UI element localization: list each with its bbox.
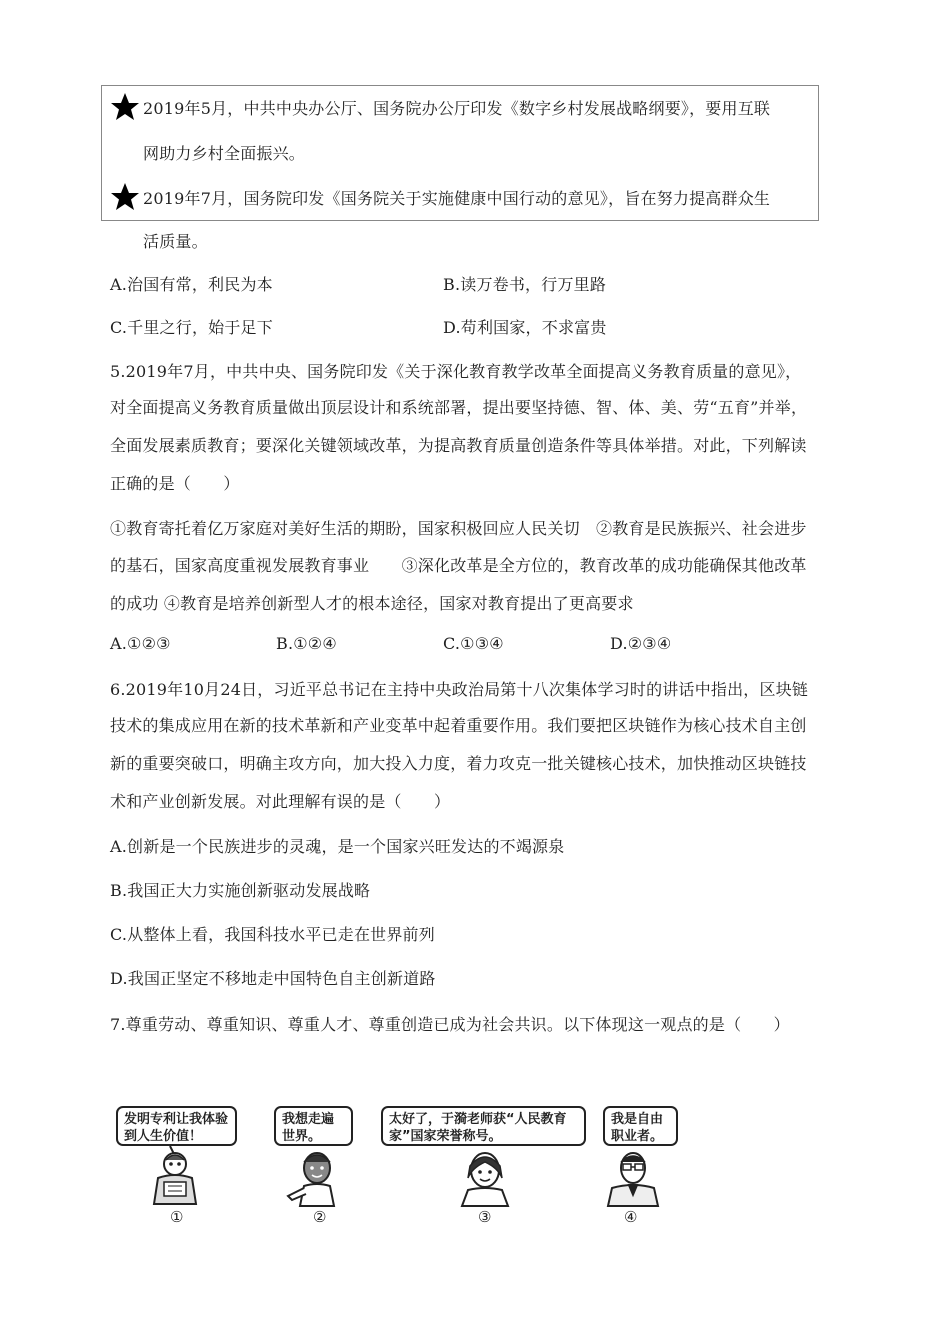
cartoon-label-1: ① bbox=[170, 1208, 184, 1226]
q5-statement-line2: 的基石，国家高度重视发展教育事业 ③深化改革是全方位的，教育改革的成功能确保其他改革 bbox=[110, 556, 807, 575]
teacher-figure-icon bbox=[450, 1148, 520, 1208]
cartoon-label-2: ② bbox=[313, 1208, 327, 1226]
cartoon-label-3: ③ bbox=[478, 1208, 492, 1226]
q5-stem-line2: 对全面提高义务教育质量做出顶层设计和系统部署，提出要坚持德、智、体、美、劳“五育”并举， bbox=[110, 398, 808, 417]
q6-option-b: B.我国正大力实施创新驱动发展战略 bbox=[110, 881, 371, 900]
q4-option-d: D.苟利国家，不求富贵 bbox=[443, 318, 607, 337]
q5-option-d: D.②③④ bbox=[610, 634, 672, 653]
star-icon bbox=[110, 92, 140, 122]
speech-bubble-4: 我是自由职业者。 bbox=[603, 1106, 678, 1146]
q5-option-b: B.①②④ bbox=[276, 634, 337, 653]
q5-stem-line4: 正确的是（ ） bbox=[110, 474, 240, 493]
q5-statement-line1: ①教育寄托着亿万家庭对美好生活的期盼，国家积极回应人民关切 ②教育是民族振兴、社会进步 bbox=[110, 519, 807, 538]
q7-stem-line1: 7.尊重劳动、尊重知识、尊重人才、尊重创造已成为社会共识。以下体现这一观点的是（ ） bbox=[110, 1015, 790, 1034]
speech-bubble-3: 太好了，于漪老师获“人民教育家”国家荣誉称号。 bbox=[381, 1106, 586, 1146]
q5-statement-line3: 的成功 ④教育是培养创新型人才的根本途径，国家对教育提出了更高要求 bbox=[110, 594, 634, 613]
box-item2-line1: 2019年7月，国务院印发《国务院关于实施健康中国行动的意见》，旨在努力提高群众生 bbox=[143, 189, 771, 208]
q5-stem-line3: 全面发展素质教育；要深化关键领域改革，为提高教育质量创造条件等具体举措。对此，下列解读 bbox=[110, 436, 807, 455]
q5-option-a: A.①②③ bbox=[110, 634, 171, 653]
cartoon-label-4: ④ bbox=[624, 1208, 638, 1226]
star-icon bbox=[110, 182, 140, 212]
speech-bubble-2: 我想走遍世界。 bbox=[274, 1106, 353, 1146]
traveler-figure-icon bbox=[284, 1148, 350, 1208]
box-item1-line2: 网助力乡村全面振兴。 bbox=[143, 144, 306, 163]
inventor-figure-icon bbox=[140, 1146, 210, 1208]
q6-option-c: C.从整体上看，我国科技水平已走在世界前列 bbox=[110, 925, 435, 944]
freelancer-figure-icon bbox=[600, 1148, 666, 1208]
q5-option-c: C.①③④ bbox=[443, 634, 504, 653]
q4-option-a: A.治国有常，利民为本 bbox=[110, 275, 273, 294]
q6-option-d: D.我国正坚定不移地走中国特色自主创新道路 bbox=[110, 969, 436, 988]
q5-stem-line1: 5.2019年7月，中共中央、国务院印发《关于深化教育教学改革全面提高义务教育质量的意见》， bbox=[110, 362, 802, 381]
q4-option-b: B.读万卷书，行万里路 bbox=[443, 275, 607, 294]
q6-stem-line3: 新的重要突破口，明确主攻方向，加大投入力度，着力攻克一批关键核心技术，加快推动区块链技 bbox=[110, 754, 807, 773]
box-item1-line1: 2019年5月，中共中央办公厅、国务院办公厅印发《数字乡村发展战略纲要》，要用互联 bbox=[143, 99, 771, 118]
q4-option-c: C.千里之行，始于足下 bbox=[110, 318, 273, 337]
q6-option-a: A.创新是一个民族进步的灵魂，是一个国家兴旺发达的不竭源泉 bbox=[110, 837, 565, 856]
q6-stem-line1: 6.2019年10月24日，习近平总书记在主持中央政治局第十八次集体学习时的讲话中指出，区块链 bbox=[110, 680, 809, 699]
speech-bubble-1: 发明专利让我体验到人生价值！ bbox=[116, 1106, 237, 1146]
q6-stem-line2: 技术的集成应用在新的技术革新和产业变革中起着重要作用。我们要把区块链作为核心技术自主创 bbox=[110, 716, 807, 735]
q6-stem-line4: 术和产业创新发展。对此理解有误的是（ ） bbox=[110, 792, 451, 811]
box-item2-line2: 活质量。 bbox=[143, 232, 208, 251]
